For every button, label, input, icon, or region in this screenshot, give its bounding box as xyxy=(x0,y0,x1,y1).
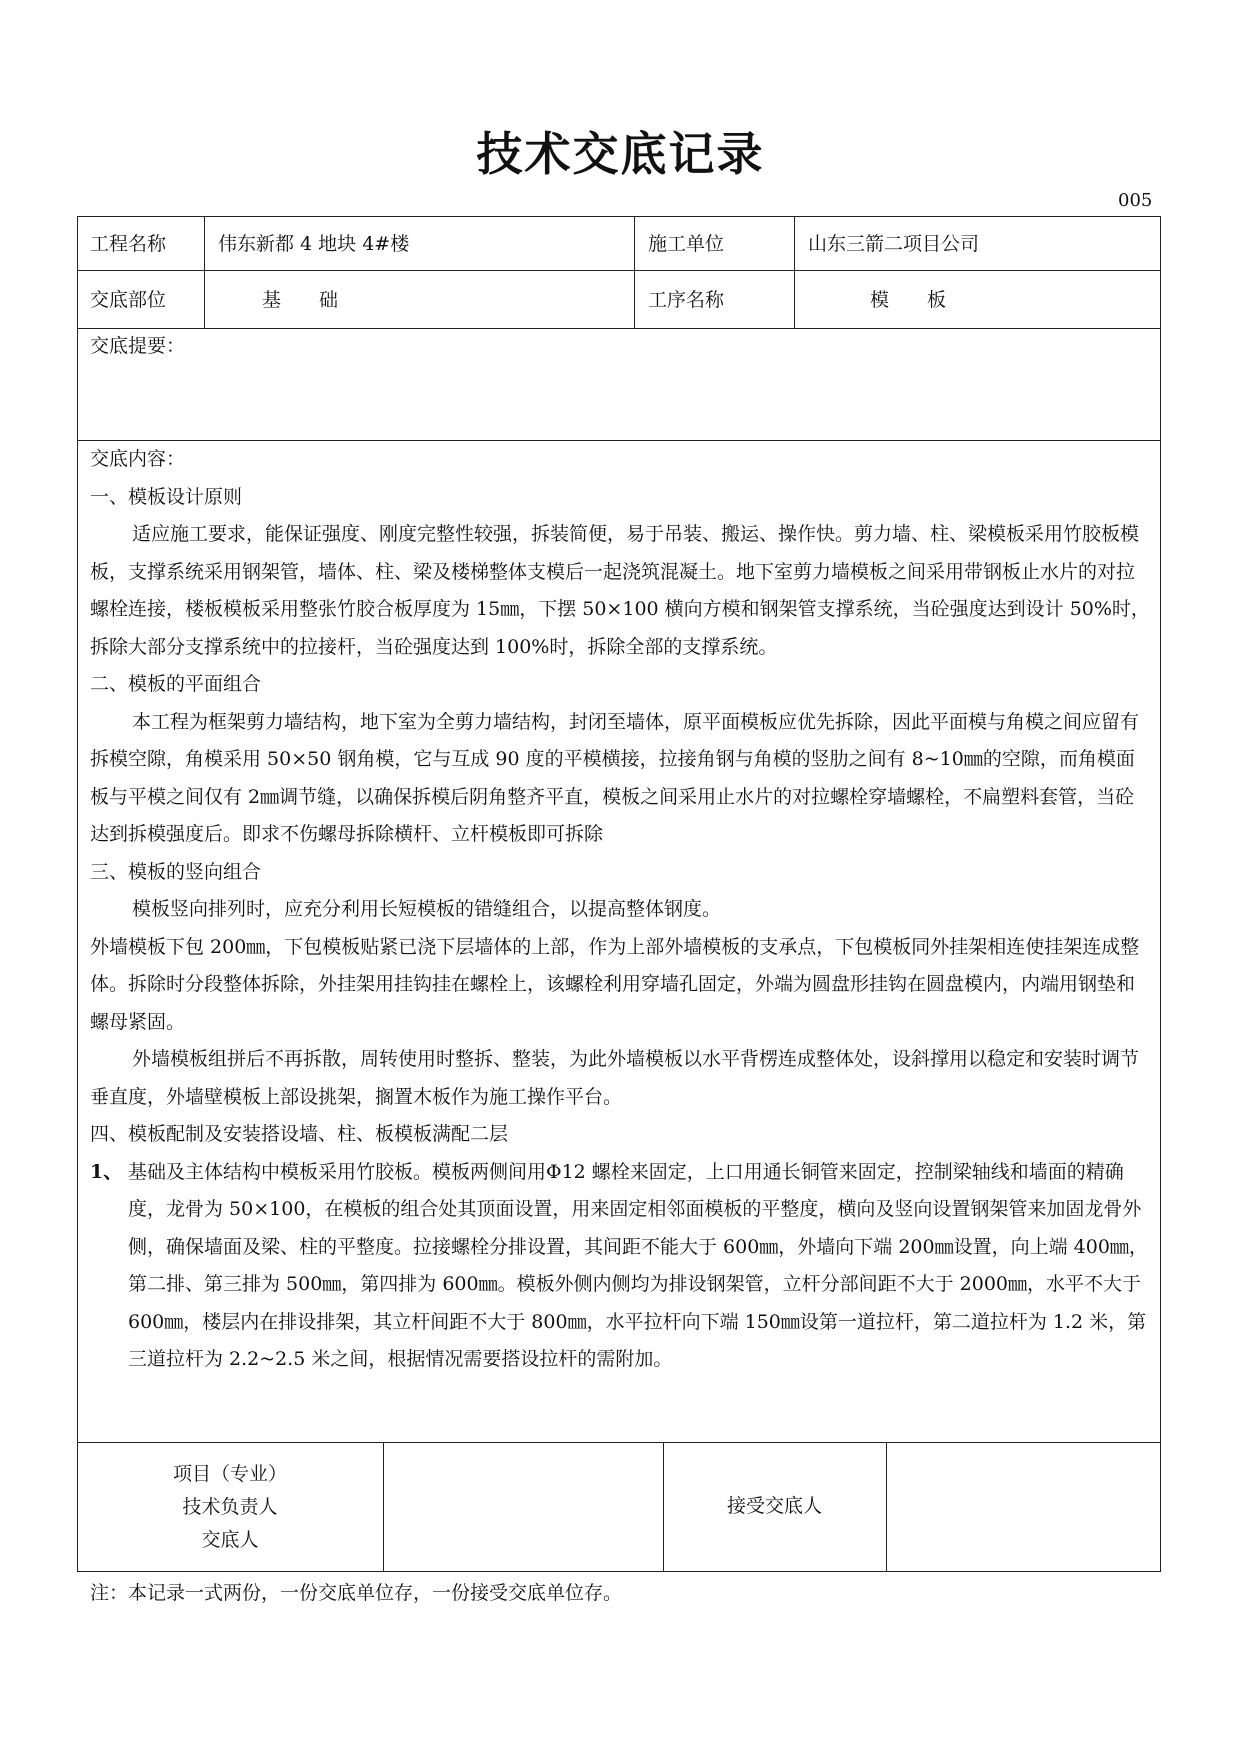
column-divider xyxy=(204,216,205,328)
document-title: 技术交底记录 xyxy=(476,127,765,181)
project-name-label: 工程名称 xyxy=(90,233,167,255)
paragraph: 模板竖向排列时，应充分利用长短模板的错缝组合，以提高整体钢度。 xyxy=(132,898,722,920)
construction-unit-label: 施工单位 xyxy=(648,233,725,255)
construction-unit-value: 山东三箭二项目公司 xyxy=(808,233,980,255)
column-divider xyxy=(886,1442,887,1572)
list-item-number: 1、 xyxy=(90,1160,123,1183)
signature-label-block xyxy=(77,1458,383,1557)
list-item xyxy=(90,1154,1150,1379)
column-divider xyxy=(634,216,635,328)
disclosure-part-value: 基 础 xyxy=(262,289,339,311)
section-heading: 一、模板设计原则 xyxy=(90,485,243,508)
section-heading: 二、模板的平面组合 xyxy=(90,673,262,695)
row-divider xyxy=(77,270,1161,271)
row-divider xyxy=(77,1442,1161,1443)
disclosure-content xyxy=(90,441,1150,1379)
process-name-value: 模 板 xyxy=(870,289,947,311)
signature-line-project: 项目（专业） xyxy=(172,1463,287,1485)
signature-line-discloser: 交底人 xyxy=(201,1529,259,1551)
paragraph: 适应施工要求，能保证强度、刚度完整性较强，拆装简便，易于吊装、搬运、操作快。剪力墙、柱、梁模板采用竹胶板模板，支撑系统采用钢架管，墙体、柱、梁及楼梯整体支模后一起浇筑混凝土。地下室剪力墙模板之间采用带钢板止水片的对拉螺栓连接，楼板模板采用整张竹胶合板厚度为 15㎜，下摆 50×100 横向方模和钢架管支撑系统，当砼强度达到设计 50%时，拆除大部分支撑系统中的拉接杆，当砼强度达到 100%时，拆除全部的支撑系统。 xyxy=(90,523,1150,658)
process-name-label: 工序名称 xyxy=(648,289,725,311)
signature-line-tech-lead: 技术负责人 xyxy=(182,1496,278,1518)
paragraph: 外墙模板组拼后不再拆散，周转使用时整拆、整装，为此外墙模板以水平背楞连成整体处，设斜撑用以稳定和安装时调节垂直度，外墙壁模板上部设挑架，搁置木板作为施工操作平台。 xyxy=(90,1048,1140,1108)
receiver-label: 接受交底人 xyxy=(726,1495,822,1517)
column-divider xyxy=(383,1442,384,1572)
section-heading: 三、模板的竖向组合 xyxy=(90,860,262,883)
row-divider xyxy=(77,328,1161,329)
content-label: 交底内容： xyxy=(90,448,186,470)
paragraph: 本工程为框架剪力墙结构，地下室为全剪力墙结构，封闭至墙体，原平面模板应优先拆除，因此平面模与角模之间应留有拆模空隙，角模采用 50×50 钢角模，它与互成 90 度的平模横接，拉接角钢与角模的竖肋之间有 8~10㎜的空隙，而角模面板与平模之间仅有 2㎜调节缝，以确保拆模后阴角整齐平直，模板之间采用止水片的对拉螺栓穿墙螺栓，不扁塑料套管，当砼达到拆模强度后。即求不伤螺母拆除横杆、立杆模板即可拆除 xyxy=(90,710,1140,845)
list-item-text: 基础及主体结构中模板采用竹胶板。模板两侧间用Φ12 螺栓来固定，上口用通长铜管来固定，控制梁轴线和墙面的精确度，龙骨为 50×100，在模板的组合处其顶面设置，用来固定相邻面模板的平整度，横向及竖向设置钢架管来加固龙骨外侧，确保墙面及梁、柱的平整度。拉接螺栓分排设置，其间距不能大于 600㎜，外墙向下端 200㎜设置，向上端 400㎜，第二排、第三排为 500㎜，第四排为 600㎜。模板外侧内侧均为排设钢架管，立杆分部间距不大于 2000㎜，水平不大于 600㎜，楼层内在排设排架，其立杆间距不大于 800㎜，水平拉杆向下端 150㎜设第一道拉杆，第二道拉杆为 1.2 米，第三道拉杆为 2.2~2.5 米之间，根据情况需要搭设拉杆的需附加。 xyxy=(128,1160,1148,1370)
document-number: 005 xyxy=(1118,190,1153,211)
project-name-value: 伟东新都 4 地块 4#楼 xyxy=(218,233,410,255)
disclosure-part-label: 交底部位 xyxy=(90,289,167,311)
paragraph: 外墙模板下包 200㎜，下包模板贴紧已浇下层墙体的上部，作为上部外墙模板的支承点，下包模板同外挂架相连使挂架连成整体。拆除时分段整体拆除，外挂架用挂钩挂在螺栓上，该螺栓利用穿墙孔固定，外端为圆盘形挂钩在圆盘模内，内端用钢垫和螺母紧固。 xyxy=(90,935,1140,1033)
footer-note: 注：本记录一式两份，一份交底单位存，一份接受交底单位存。 xyxy=(90,1582,623,1604)
section-heading: 四、模板配制及安装搭设墙、柱、板模板满配二层 xyxy=(90,1123,509,1145)
column-divider xyxy=(794,216,795,328)
summary-label: 交底提要： xyxy=(90,335,186,357)
